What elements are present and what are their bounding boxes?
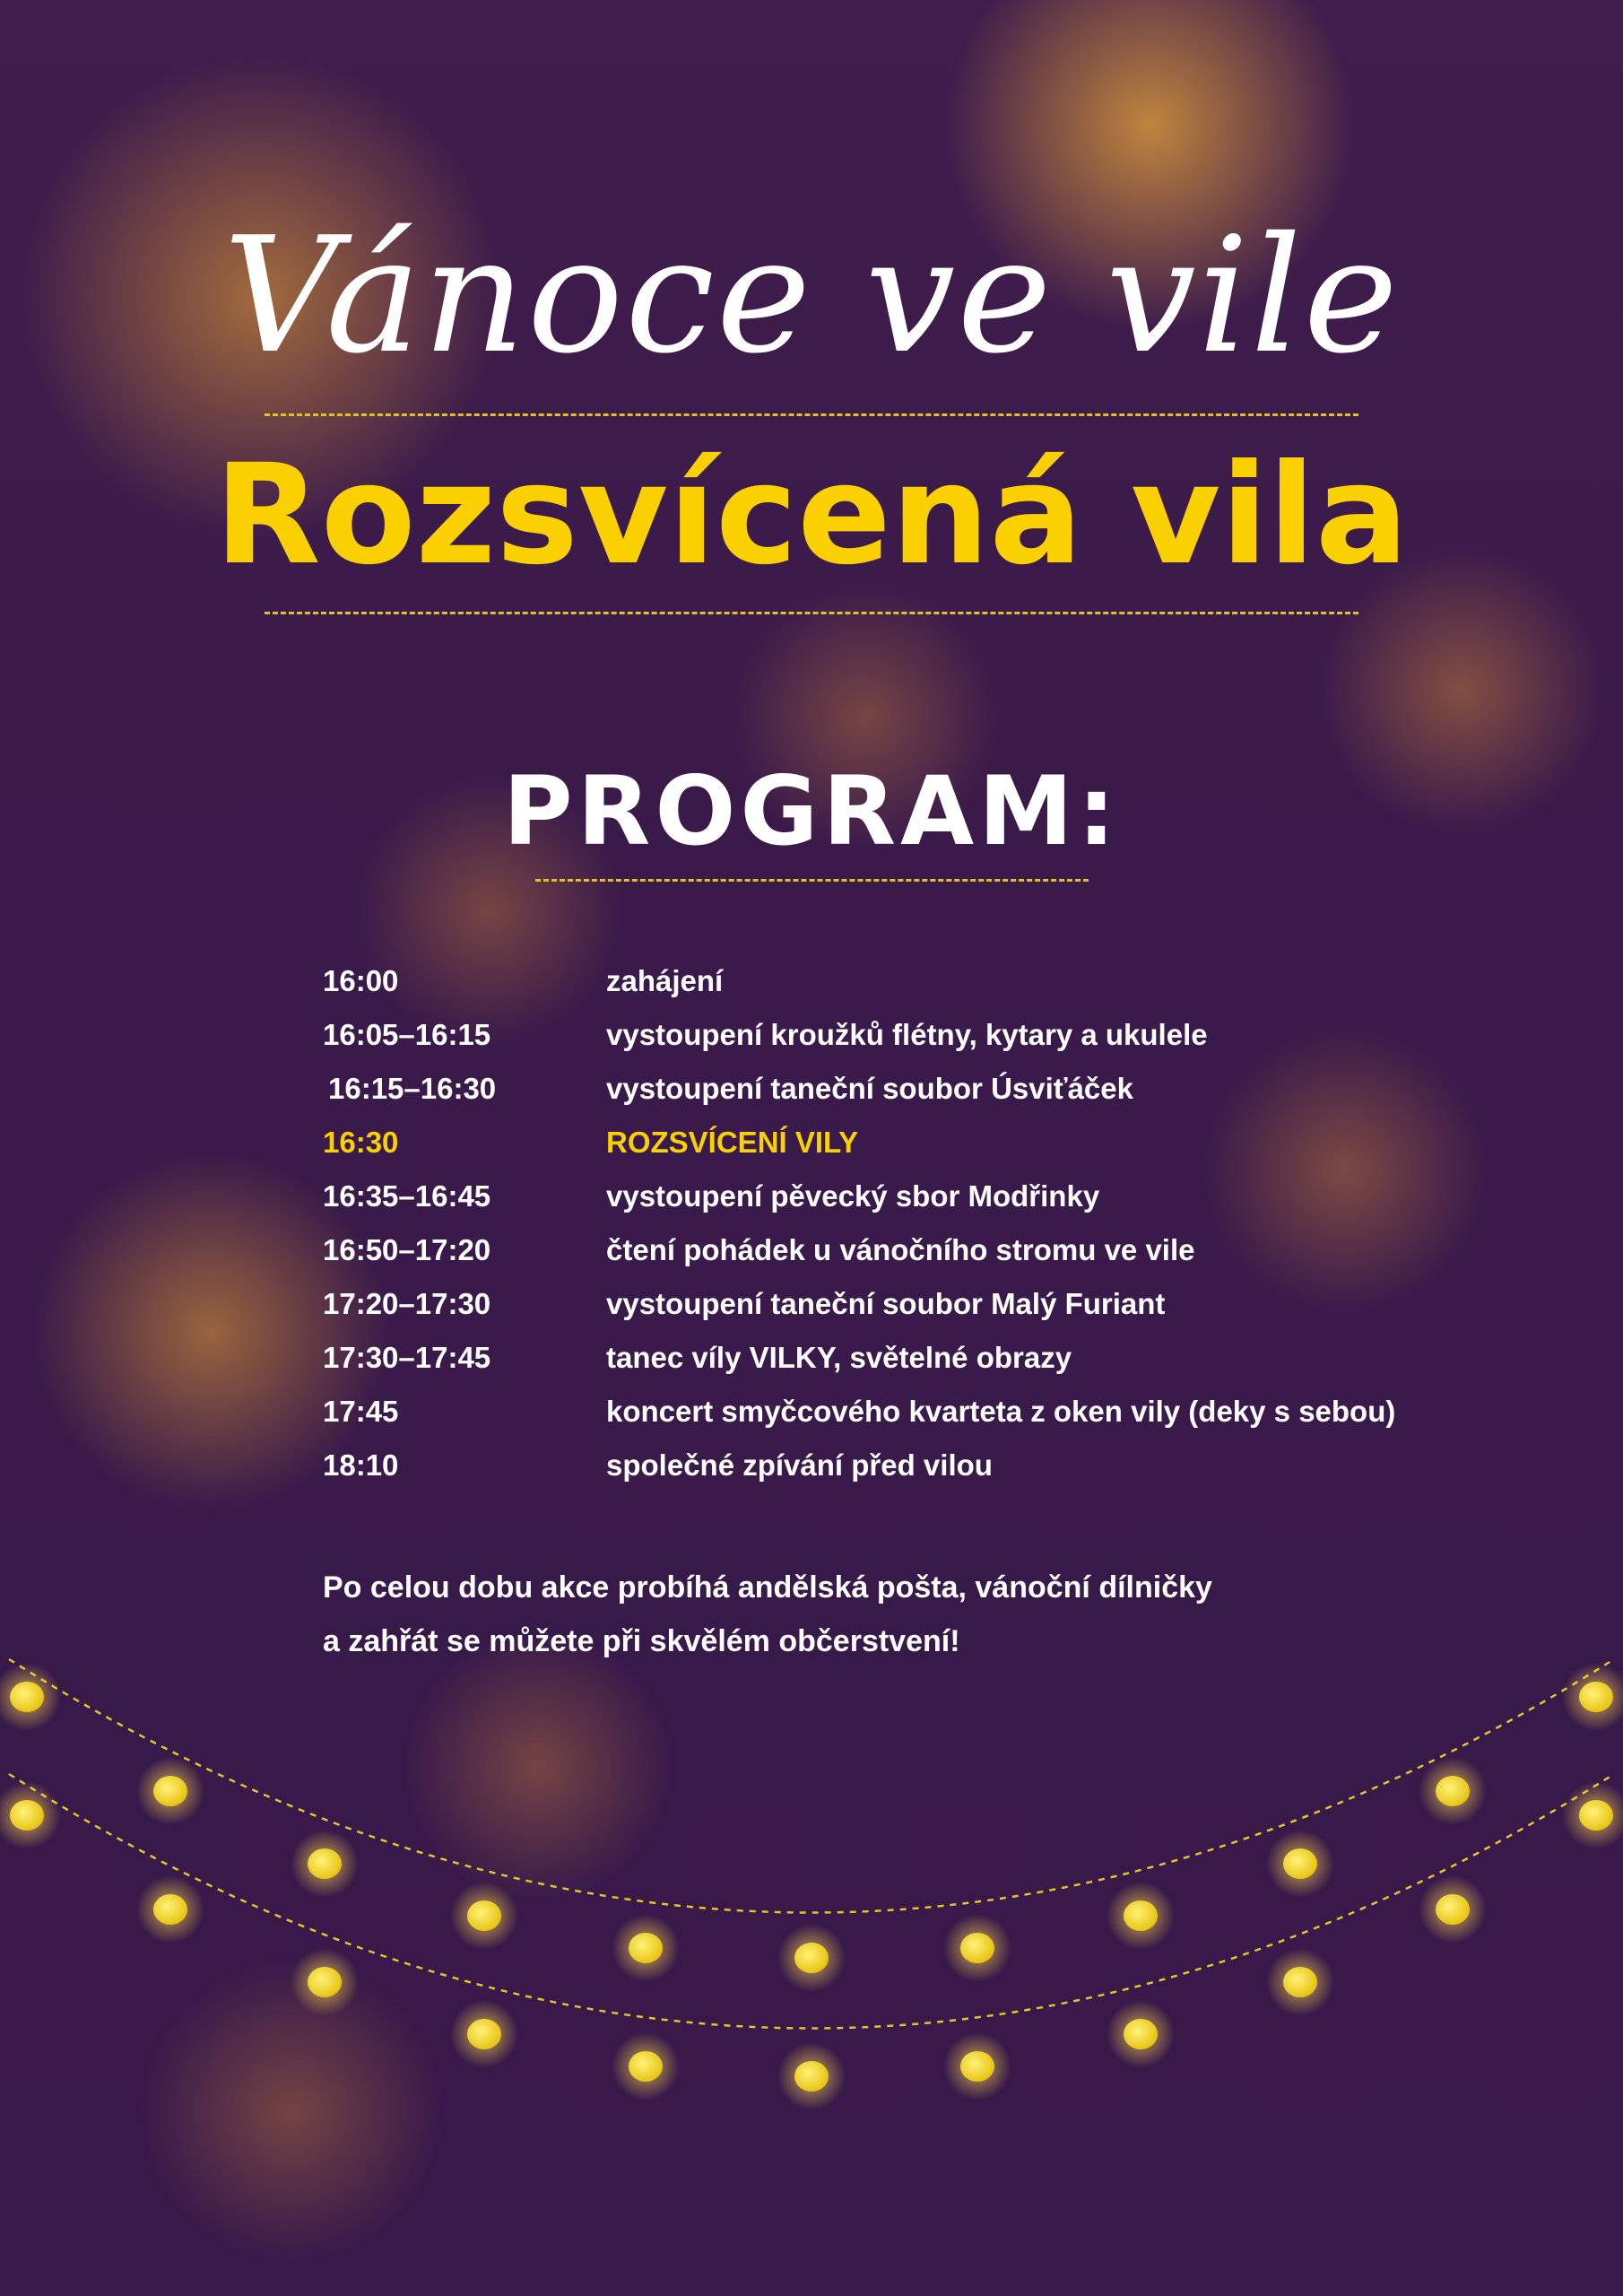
schedule-activity: čtení pohádek u vánočního stromu ve vile (606, 1233, 1195, 1266)
main-title: Rozsvícená vila (214, 435, 1409, 596)
light-bulb (136, 1875, 204, 1944)
schedule-time: 17:20–17:30 (323, 1287, 491, 1320)
light-bulbs (0, 1663, 1623, 2110)
schedule-time: 17:30–17:45 (323, 1341, 491, 1374)
schedule-activity: vystoupení taneční soubor Úsviťáček (606, 1072, 1133, 1105)
light-bulb (1562, 1781, 1623, 1849)
schedule-activity: společné zpívání před vilou (606, 1448, 993, 1482)
closing-note-line-1: Po celou dobu akce probíhá andělská pošta, vánoční dílničky (323, 1570, 1212, 1605)
light-bulb (612, 1914, 680, 1982)
light-bulb (291, 1830, 359, 1898)
light-bulb (1266, 1830, 1334, 1898)
light-bulb (450, 2000, 518, 2068)
light-bulb (1419, 1875, 1487, 1944)
schedule-activity: vystoupení kroužků flétny, kytary a ukulele (606, 1018, 1208, 1051)
schedule-time: 18:10 (323, 1448, 399, 1482)
schedule-time: 16:05–16:15 (323, 1018, 491, 1051)
light-bulb (291, 1948, 359, 2016)
schedule-time: 17:45 (323, 1395, 399, 1428)
light-bulb (777, 1924, 846, 1992)
light-bulb (0, 1663, 61, 1731)
script-title: Vánoce ve vile (223, 203, 1400, 388)
light-bulb (1419, 1757, 1487, 1825)
light-bulb (1562, 1663, 1623, 1731)
light-bulb (136, 1757, 204, 1825)
schedule-time: 16:35–16:45 (323, 1179, 491, 1213)
schedule-time: 16:15–16:30 (328, 1072, 497, 1105)
schedule-activity: vystoupení pěvecký sbor Modřinky (606, 1179, 1100, 1213)
schedule-activity: ROZSVÍCENÍ VILY (606, 1126, 859, 1159)
light-bulb (0, 1781, 61, 1849)
light-bulb (1107, 2000, 1175, 2068)
light-bulb (612, 2032, 680, 2100)
closing-note-line-2: a zahřát se můžete při skvělém občerstvení! (323, 1624, 960, 1658)
light-bulb (777, 2042, 846, 2110)
light-bulb (943, 1914, 1011, 1982)
light-string-upper (9, 1659, 1614, 1913)
schedule-time: 16:00 (323, 964, 399, 997)
schedule-activity: zahájení (606, 964, 724, 997)
schedule-activity: tanec víly VILKY, světelné obrazy (606, 1341, 1072, 1374)
schedule-time: 16:30 (323, 1126, 399, 1159)
light-bulb (450, 1882, 518, 1950)
program-heading: PROGRAM: (503, 756, 1120, 866)
light-bulb (943, 2032, 1011, 2100)
light-bulb (1266, 1948, 1334, 2016)
light-bulb (1107, 1882, 1175, 1950)
schedule-activity: vystoupení taneční soubor Malý Furiant (606, 1287, 1166, 1320)
schedule-time: 16:50–17:20 (323, 1233, 491, 1266)
schedule-activity: koncert smyčcového kvarteta z oken vily (deky s sebou) (606, 1395, 1396, 1428)
